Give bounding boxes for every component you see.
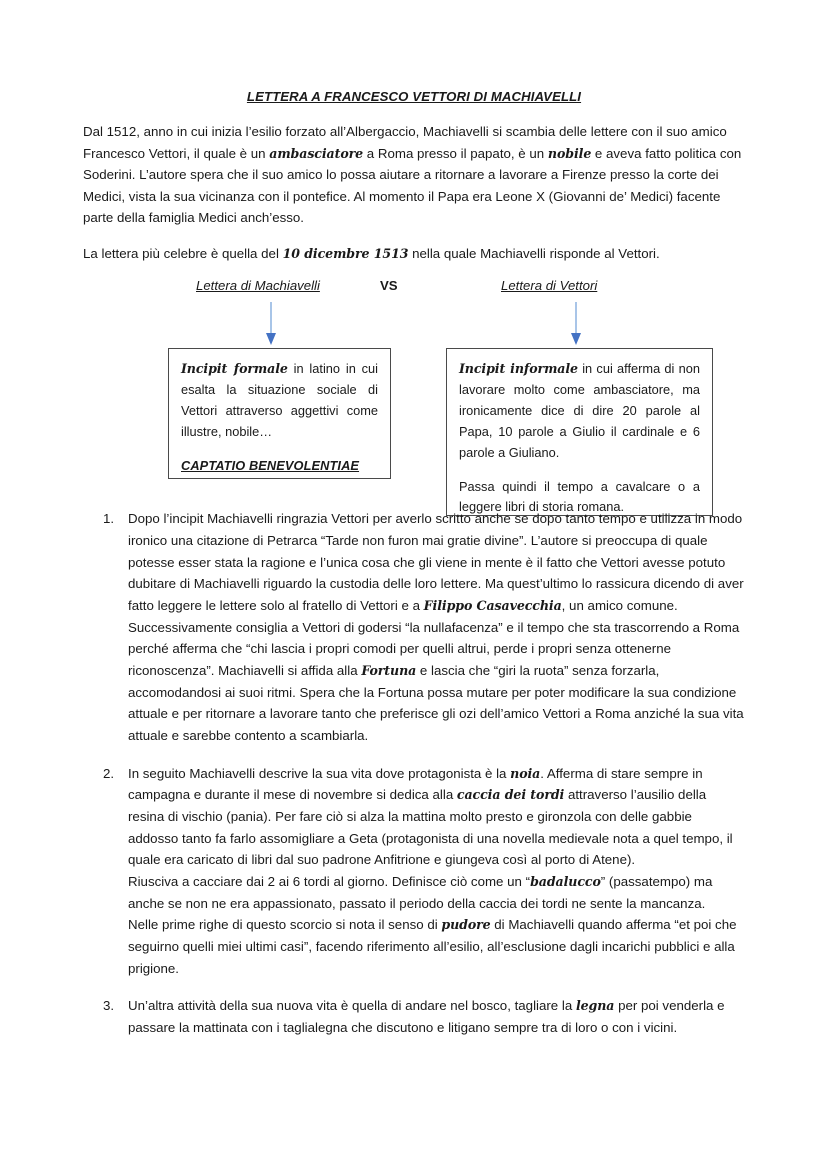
note1-p1-a: Dopo l’incipit Machiavelli ringrazia Vettori per averlo scritto anche se dopo tanto tempo e utilizza in modo ironico una citazione di Petrarca “Tarde non furon mai gratie divine”. L’autore si preoccupa di quale potesse esser stata la ragione e l’unica cosa che gli viene in mente è il fatto che Vettori avesse potuto dubitare di Machiavelli riguardo la custodia delle loro lettere. Ma quest’ultimo lo rassicura dicendo di aver fatto leggere le lettere solo al fratello di Vettori e a xyxy=(128,511,744,614)
note2-paragraph-3 xyxy=(128,914,745,979)
left-box-emphasis: Incipit formale xyxy=(181,361,288,377)
note2-p3-a: Nelle prime righe di questo scorcio si nota il senso di xyxy=(128,917,442,933)
note1-emphasis-fortuna: Fortuna xyxy=(361,663,417,679)
document-content xyxy=(83,88,745,1055)
intro-emphasis-nobile: nobile xyxy=(547,145,592,161)
note1-paragraph-1 xyxy=(128,508,745,616)
intro-p2-part-a: La lettera più celebre è quella del xyxy=(83,245,283,261)
intro-p1-part-c: e aveva fatto politica con Soderini. L’autore spera che il suo amico lo possa aiutare a ritornare a lavorare a Firenze presso la corte dei Medici, vista la sua vicinanza con il pontefice. Al momento il Papa era Leone X (Giovanni de’ Medici) facente parte della famiglia Medici anch’esso. xyxy=(83,145,742,226)
intro-paragraph-1 xyxy=(83,121,745,229)
intro-emphasis-date: 10 dicembre 1513 xyxy=(282,245,409,261)
note1-paragraph-2 xyxy=(128,617,745,747)
intro-p2-part-b: nella quale Machiavelli risponde al Vettori. xyxy=(408,245,660,261)
right-box-emphasis: Incipit informale xyxy=(459,361,578,377)
note2-p1-c: attraverso l’ausilio della resina di vischio (pania). Per fare ciò si alza la mattina molto presto e gironzola con delle gabbie addosso tanto fa farlo assomigliare a Geta (protagonista di una novella medievale nota a quel tempo, il quale era caricato di libri dal suo padrone Anfitrione e giungeva così al porto di Atene). xyxy=(128,787,733,868)
note2-p3-b: di Machiavelli quando afferma “et poi che seguirno quelli miei ultimi casi”, facendo riferimento all’esilio, all’esclusione dagli incarichi pubblici e alla prigione. xyxy=(128,917,737,976)
note2-emphasis-caccia-dei-tordi: caccia dei tordi xyxy=(456,787,565,803)
diagram-heading-machiavelli: Lettera di Machiavelli xyxy=(196,278,320,294)
notes-list xyxy=(83,508,745,1038)
note2-p2-b: ” (passatempo) ma anche se non ne era appassionato, passato il periodo della caccia dei tordi ne sente la mancanza. xyxy=(128,874,713,911)
note1-emphasis-filippo-casavecchia: Filippo Casavecchia xyxy=(423,598,562,614)
list-item-3 xyxy=(83,995,745,1038)
page-title: LETTERA A FRANCESCO VETTORI DI MACHIAVELLI xyxy=(246,89,582,104)
comparison-diagram xyxy=(83,278,745,515)
intro-p1-part-b: a Roma presso il papato, è un xyxy=(363,145,548,161)
note1-p1-b: , un amico comune. xyxy=(561,598,678,614)
intro-paragraph-2 xyxy=(83,243,745,265)
note2-emphasis-badalucco: badalucco xyxy=(530,874,601,890)
right-box-paragraph-2: Passa quindi il tempo a cavalcare o a leggere libri di storia romana. xyxy=(459,478,700,515)
diagram-vs-label: VS xyxy=(380,278,398,294)
note1-p2-b: e lascia che “giri la ruota” senza forzarla, accomodandosi ai suoi ritmi. Spera che la Fortuna possa mutare per poter modificare la sua condizione attuale e per ritornare a lavorare tanto che preferisce gli ozi dell’amico Vettori a Roma anziché la sua vita attuale e sarebbe contento a scambiarla. xyxy=(128,663,744,744)
diagram-box-machiavelli xyxy=(168,348,391,479)
left-box-body: in latino in cui esalta la situazione sociale di Vettori attraverso aggettivi come illustre, nobile… xyxy=(181,361,379,439)
list-item-2 xyxy=(83,763,745,980)
intro-p1-part-a: Dal 1512, anno in cui inizia l’esilio forzato all’Albergaccio, Machiavelli si scambia delle lettere con il suo amico Francesco Vettori, il quale è un xyxy=(83,124,727,161)
note3-p1-a: Un’altra attività della sua nuova vita è quella di andare nel bosco, tagliare la xyxy=(128,998,576,1014)
note2-p1-a: In seguito Machiavelli descrive la sua vita dove protagonista è la xyxy=(128,765,511,781)
down-arrow-icon-right xyxy=(569,302,583,348)
diagram-heading-vettori: Lettera di Vettori xyxy=(501,278,598,294)
left-box-captatio-line xyxy=(181,456,378,477)
note2-p2-a: Riusciva a cacciare dai 2 ai 6 tordi al giorno. Definisce ciò come un “ xyxy=(128,874,531,890)
note3-paragraph-1 xyxy=(128,995,745,1038)
down-arrow-icon-left xyxy=(264,302,278,348)
note1-p2-a: Successivamente consiglia a Vettori di godersi “la nullafacenza” e il tempo che sta trascorrendo a Roma perché afferma che “chi lascia i propri comodi per quelli altrui, perde i propri senza ottenerne riconoscenza”. Machiavelli si affida alla xyxy=(128,619,740,679)
note2-emphasis-noia: noia xyxy=(510,765,541,781)
list-item-1 xyxy=(83,508,745,746)
note2-emphasis-pudore: pudore xyxy=(441,917,491,933)
note3-p1-b: per poi venderla e passare la mattinata con i taglialegna che discutono e litigano sempre tra di loro o con i vicini. xyxy=(128,998,725,1036)
left-box-paragraph xyxy=(181,359,378,442)
note3-emphasis-legna: legna xyxy=(575,998,615,1014)
note2-paragraph-1 xyxy=(128,763,745,871)
note2-p1-b: . Afferma di stare sempre in campagna e durante il mese di novembre si dedica alla xyxy=(128,765,703,803)
captatio-benevolentiae-label: CAPTATIO BENEVOLENTIAE xyxy=(181,457,360,473)
intro-emphasis-ambasciatore: ambasciatore xyxy=(269,145,364,161)
right-box-paragraph-1 xyxy=(459,359,700,463)
right-box-body: in cui afferma di non lavorare molto come ambasciatore, ma ironicamente dice di dire 20 parole al Papa, 10 parole a Giulio il cardinale e 6 parole a Giuliano. xyxy=(459,361,700,460)
diagram-box-vettori xyxy=(446,348,713,516)
note2-paragraph-2 xyxy=(128,871,745,914)
